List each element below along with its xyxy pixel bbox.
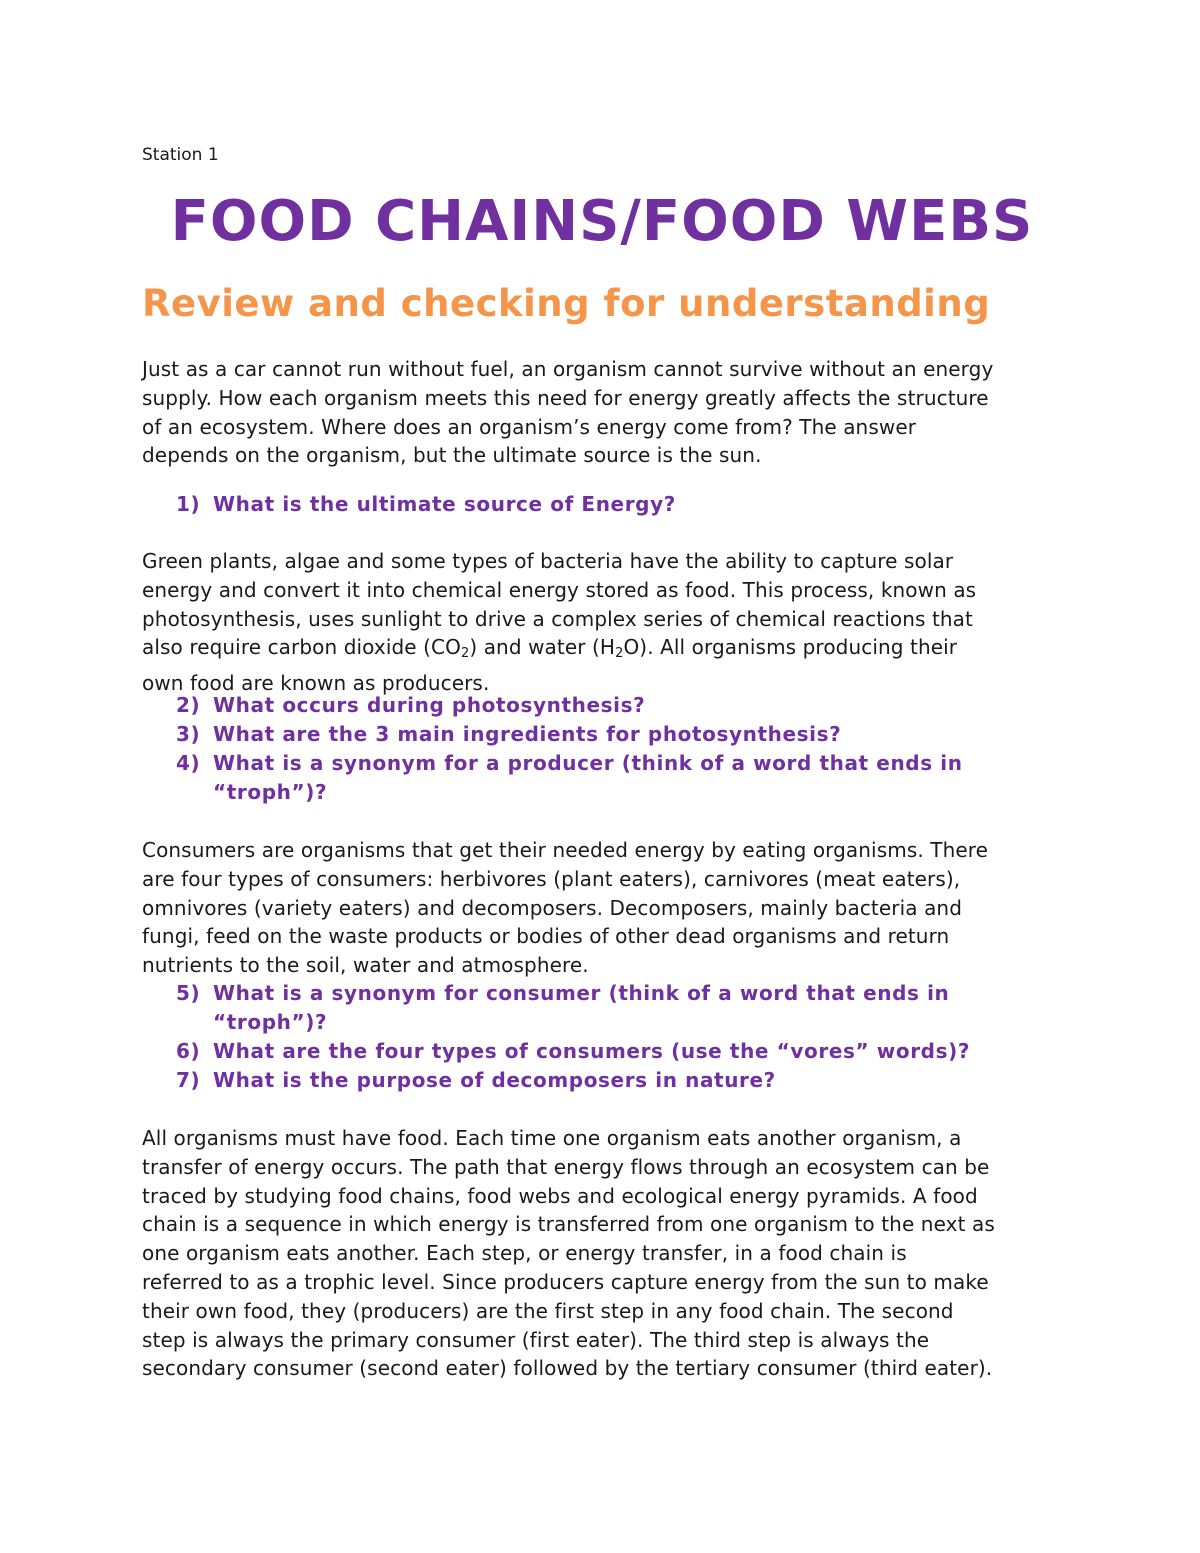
text-line: omnivores (variety eaters) and decomposers. Decomposers, mainly bacteria and [142,895,962,920]
station-label: Station 1 [142,145,219,165]
question-text: What occurs during photosynthesis? [213,693,646,717]
question-1 [176,490,1056,519]
question-7 [176,1066,1056,1095]
text-line: supply. How each organism meets this need for energy greatly affects the structure [142,385,989,410]
text-line: nutrients to the soil, water and atmosphere. [142,953,589,978]
question-number: 1) [176,492,201,516]
question-6 [176,1037,1056,1066]
question-3 [176,720,1056,749]
question-number: 5) [176,981,201,1005]
question-continuation: “troph”)? [213,1009,328,1034]
text-line: referred to as a trophic level. Since producers capture energy from the sun to make [142,1269,989,1294]
text-line [142,633,1062,669]
text-line: secondary consumer (second eater) followed by the tertiary consumer (third eater). [142,1356,993,1381]
text-line: of an ecosystem. Where does an organism’s energy come from? The answer [142,414,917,439]
text-line: All organisms must have food. Each time one organism eats another organism, a [142,1126,962,1150]
text-line: Consumers are organisms that get their needed energy by eating organisms. There [142,838,989,862]
text-line: traced by studying food chains, food webs and ecological energy pyramids. A food [142,1183,978,1208]
consumers-paragraph [142,836,1062,980]
text-line: photosynthesis, uses sunlight to drive a complex series of chemical reactions that [142,606,973,631]
subscript: 2 [460,646,470,662]
question-continuation: “troph”)? [213,779,328,804]
text-line: depends on the organism, but the ultimate source is the sun. [142,443,762,468]
question-5 [176,979,1056,1037]
question-number: 3) [176,722,201,746]
question-number: 7) [176,1068,201,1092]
energy-transfer-paragraph [142,1124,1062,1383]
question-text: What are the 3 main ingredients for photosynthesis? [213,722,842,746]
page-subtitle: Review and checking for understanding [142,282,991,325]
question-text: What are the four types of consumers (use the “vores” words)? [213,1039,971,1063]
text-line: transfer of energy occurs. The path that energy flows through an ecosystem can be [142,1154,990,1179]
question-2 [176,691,1056,720]
question-number: 6) [176,1039,201,1063]
intro-paragraph [142,355,1062,470]
question-text: What is a synonym for a producer (think of a word that ends in [213,751,963,775]
text-line: Just as a car cannot run without fuel, an organism cannot survive without an energy [142,357,994,381]
text-line: step is always the primary consumer (first eater). The third step is always the [142,1327,930,1352]
text-line: Green plants, algae and some types of bacteria have the ability to capture solar [142,549,954,573]
text-segment: ) and water (H [469,635,616,660]
question-text: What is the ultimate source of Energy? [213,492,676,516]
question-text: What is the purpose of decomposers in nature? [213,1068,776,1092]
text-line: own food are known as producers. [142,671,490,696]
text-line: their own food, they (producers) are the first step in any food chain. The second [142,1298,954,1323]
text-line: fungi, feed on the waste products or bodies of other dead organisms and return [142,924,950,949]
text-line: chain is a sequence in which energy is transferred from one organism to the next as [142,1212,995,1237]
text-segment: O). All organisms producing their [623,635,958,660]
question-text: What is a synonym for consumer (think of a word that ends in [213,981,950,1005]
subscript: 2 [615,646,624,662]
photosynthesis-paragraph [142,547,1062,698]
text-line: one organism eats another. Each step, or energy transfer, in a food chain is [142,1241,907,1266]
text-line: are four types of consumers: herbivores (plant eaters), carnivores (meat eaters), [142,866,961,891]
page-title: FOOD CHAINS/FOOD WEBS [170,189,1034,254]
question-number: 2) [176,693,201,717]
question-4 [176,749,1056,807]
text-segment: also require carbon dioxide (CO [142,635,461,660]
text-line: energy and convert it into chemical energy stored as food. This process, known as [142,577,977,602]
question-number: 4) [176,751,201,775]
